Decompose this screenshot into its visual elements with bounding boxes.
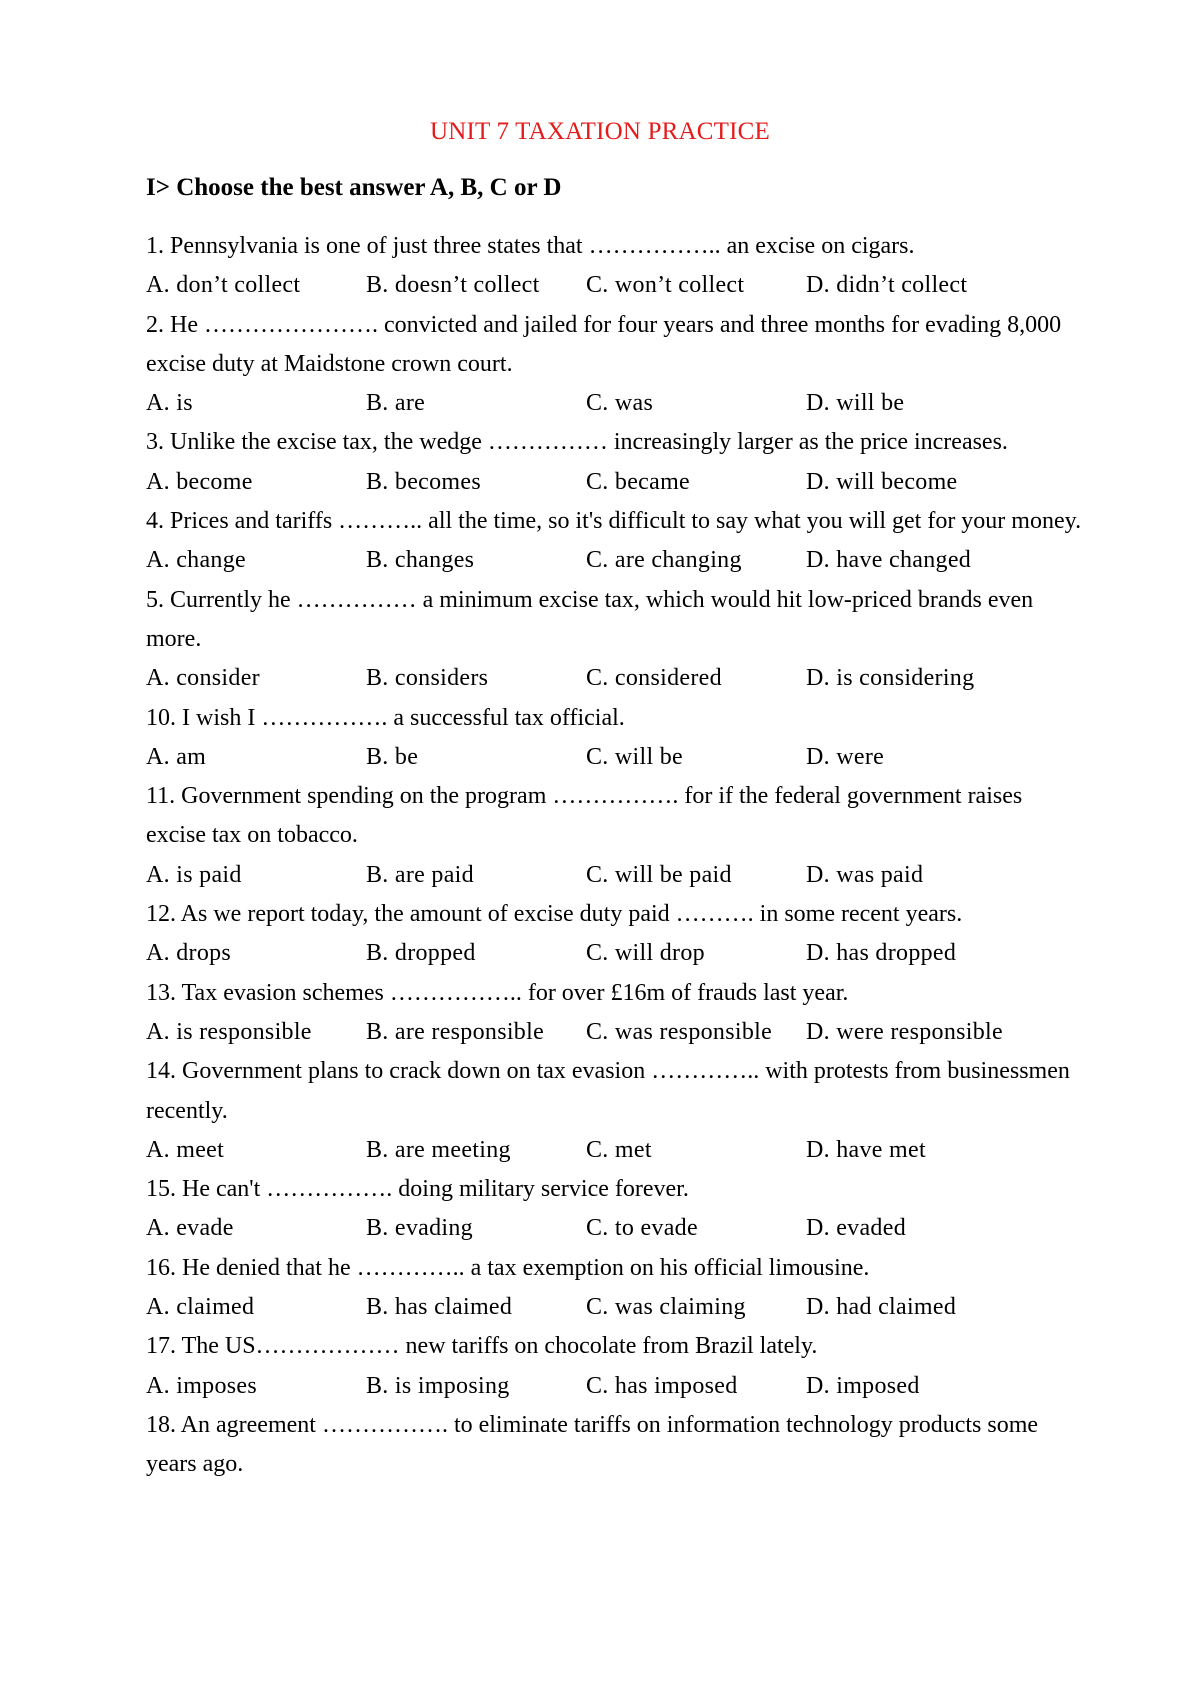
answer-option: C. considered <box>586 665 722 692</box>
answer-option: B. doesn’t collect <box>366 272 540 299</box>
answer-option: B. are meeting <box>366 1136 511 1163</box>
question-text: 14. Government plans to crack down on tax evasion ………….. with protests from businessmen recently. <box>146 1058 1070 1124</box>
answer-options <box>146 1367 1086 1406</box>
answer-options <box>146 856 1086 895</box>
question-item <box>146 777 1086 895</box>
answer-option: A. become <box>146 468 253 495</box>
question-item <box>146 895 1086 974</box>
answer-options <box>146 1131 1086 1170</box>
answer-option: B. dropped <box>366 940 476 967</box>
question-item <box>146 1249 1086 1328</box>
answer-option: A. is <box>146 390 193 417</box>
answer-options <box>146 1013 1086 1052</box>
answer-option: C. became <box>586 468 690 495</box>
answer-option: A. is paid <box>146 861 242 888</box>
question-item <box>146 1052 1086 1170</box>
answer-option: B. considers <box>366 665 489 692</box>
answer-option: D. will be <box>806 390 905 417</box>
question-item <box>146 423 1086 502</box>
answer-option: D. have met <box>806 1136 926 1163</box>
answer-option: A. am <box>146 743 207 770</box>
question-text: 11. Government spending on the program ……………. for if the federal government raises excise tax on tobacco. <box>146 783 1023 849</box>
answer-option: C. has imposed <box>586 1372 738 1399</box>
answer-option: C. will be <box>586 743 683 770</box>
answer-option: C. are changing <box>586 547 742 574</box>
question-text: 1. Pennsylvania is one of just three states that …………….. an excise on cigars. <box>146 233 915 259</box>
answer-option: D. were responsible <box>806 1018 1003 1045</box>
answer-option: B. becomes <box>366 468 481 495</box>
question-item <box>146 699 1086 778</box>
question-text: 4. Prices and tariffs ……….. all the time, so it's difficult to say what you will get for your money. <box>146 508 1082 535</box>
answer-option: C. to evade <box>586 1215 698 1242</box>
answer-options <box>146 541 1086 580</box>
page-title: UNIT 7 TAXATION PRACTICE <box>429 118 771 145</box>
question-text: 12. As we report today, the amount of excise duty paid ………. in some recent years. <box>146 901 963 928</box>
question-item <box>146 1327 1086 1406</box>
question-text: 13. Tax evasion schemes …………….. for over £16m of frauds last year. <box>146 979 849 1006</box>
question-item <box>146 502 1086 581</box>
question-text: 5. Currently he …………… a minimum excise tax, which would hit low-priced brands even more. <box>146 586 1034 652</box>
answer-option: B. has claimed <box>366 1294 513 1321</box>
answer-options <box>146 1288 1086 1327</box>
question-list <box>146 227 1086 1485</box>
answer-option: D. is considering <box>806 665 975 692</box>
section-heading: I> Choose the best answer A, B, C or D <box>146 174 562 201</box>
answer-option: A. claimed <box>146 1294 255 1321</box>
answer-option: D. evaded <box>806 1215 906 1242</box>
answer-option: B. is imposing <box>366 1372 510 1399</box>
answer-options <box>146 463 1086 502</box>
answer-option: C. won’t collect <box>586 272 745 299</box>
answer-option: A. imposes <box>146 1372 257 1399</box>
answer-option: C. will drop <box>586 940 705 967</box>
answer-option: D. didn’t collect <box>806 272 968 299</box>
answer-option: A. is responsible <box>146 1018 312 1045</box>
answer-options <box>146 1209 1086 1248</box>
answer-option: D. had claimed <box>806 1294 957 1321</box>
answer-option: C. met <box>586 1136 652 1163</box>
question-item <box>146 306 1086 424</box>
question-text: 16. He denied that he ………….. a tax exemption on his official limousine. <box>146 1254 870 1281</box>
answer-option: B. changes <box>366 547 475 574</box>
answer-option: D. were <box>806 743 885 770</box>
answer-option: B. are paid <box>366 861 474 888</box>
question-item <box>146 227 1086 306</box>
answer-options <box>146 738 1086 777</box>
answer-option: A. meet <box>146 1136 225 1163</box>
answer-options <box>146 384 1086 423</box>
answer-option: D. was paid <box>806 861 924 888</box>
answer-option: A. change <box>146 547 246 574</box>
question-text: 2. He …………………. convicted and jailed for four years and three months for evading 8,000 excise duty at Maidstone crown court. <box>146 311 1062 377</box>
question-text: 18. An agreement ……………. to eliminate tariffs on information technology products some years ago. <box>146 1411 1039 1478</box>
answer-option: D. has dropped <box>806 940 957 967</box>
question-item <box>146 1406 1086 1485</box>
answer-option: D. imposed <box>806 1372 920 1399</box>
question-text: 10. I wish I ……………. a successful tax official. <box>146 704 625 731</box>
answer-option: A. evade <box>146 1215 234 1242</box>
answer-options <box>146 659 1086 698</box>
answer-option: B. be <box>366 743 419 770</box>
answer-options <box>146 266 1086 305</box>
answer-options <box>146 934 1086 973</box>
answer-option: B. are <box>366 390 426 417</box>
answer-option: D. have changed <box>806 547 972 574</box>
answer-option: A. consider <box>146 665 260 692</box>
answer-option: A. drops <box>146 940 232 967</box>
answer-option: C. was claiming <box>586 1294 746 1321</box>
answer-option: C. was <box>586 390 654 417</box>
answer-option: C. will be paid <box>586 861 732 888</box>
question-text: 3. Unlike the excise tax, the wedge …………… increasingly larger as the price increases. <box>146 429 1008 456</box>
answer-option: B. evading <box>366 1215 473 1242</box>
answer-option: D. will become <box>806 468 958 495</box>
question-text: 15. He can't ……………. doing military service forever. <box>146 1176 689 1203</box>
question-text: 17. The US……………… new tariffs on chocolate from Brazil lately. <box>146 1333 818 1360</box>
question-item <box>146 974 1086 1053</box>
answer-option: A. don’t collect <box>146 272 301 299</box>
question-item <box>146 1170 1086 1249</box>
question-item <box>146 581 1086 699</box>
answer-option: B. are responsible <box>366 1018 545 1045</box>
answer-option: C. was responsible <box>586 1018 773 1045</box>
